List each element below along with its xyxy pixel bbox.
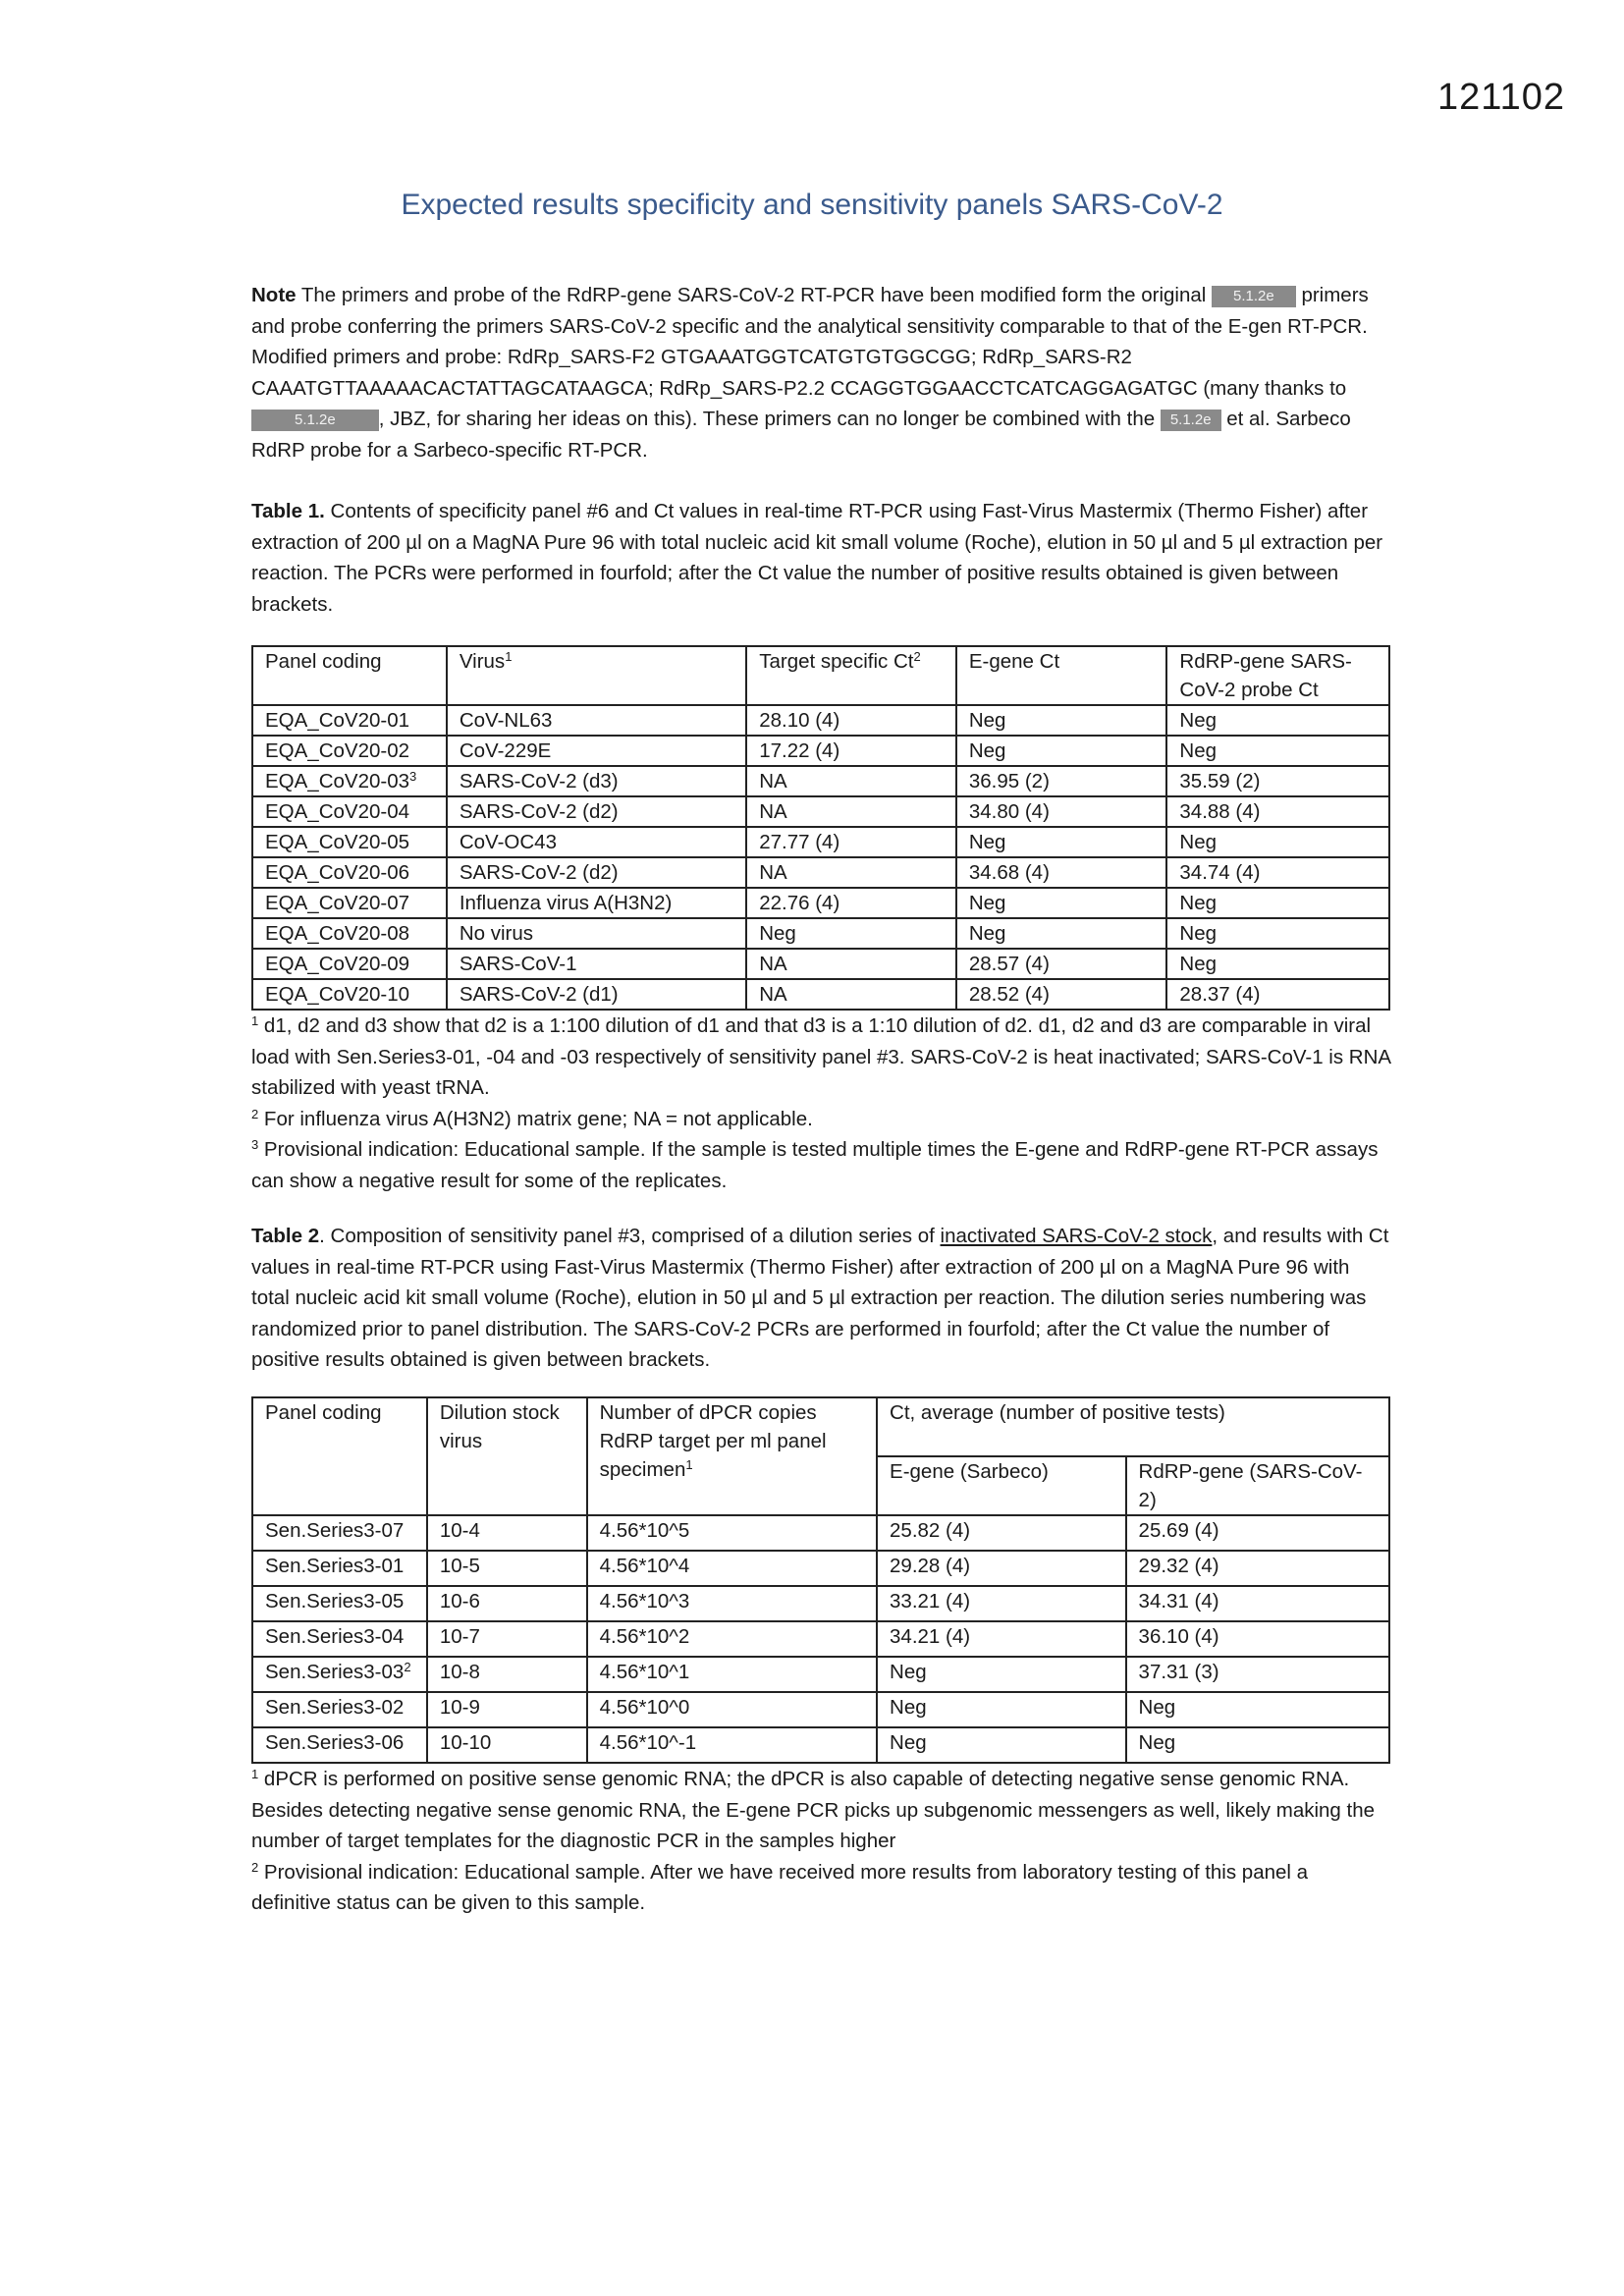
table-cell: 10-8 xyxy=(427,1657,587,1692)
table-cell: Influenza virus A(H3N2) xyxy=(447,888,746,918)
table-cell: NA xyxy=(746,796,956,827)
table-row xyxy=(252,1727,1389,1763)
table2-footnotes xyxy=(251,1764,1390,1919)
table-row xyxy=(252,796,1389,827)
table-cell: EQA_CoV20-04 xyxy=(252,796,447,827)
table-row xyxy=(252,1551,1389,1586)
table-cell: 4.56*10^5 xyxy=(587,1515,877,1551)
sensitivity-table xyxy=(251,1396,1390,1764)
table-cell: 10-5 xyxy=(427,1551,587,1586)
table-row xyxy=(252,857,1389,888)
table-row xyxy=(252,949,1389,979)
table-cell: Neg xyxy=(877,1692,1126,1727)
table-cell: 34.21 (4) xyxy=(877,1621,1126,1657)
table-row xyxy=(252,1657,1389,1692)
table-row xyxy=(252,736,1389,766)
table-row xyxy=(252,1621,1389,1657)
table-cell: EQA_CoV20-02 xyxy=(252,736,447,766)
footnote: $^2$ Provisional indication: Educational sample. After we have received more results from laboratory testing of this panel a definitive status can be given to this sample. xyxy=(251,1859,1309,1914)
table-cell: No virus xyxy=(447,918,746,949)
table-row xyxy=(252,888,1389,918)
table-cell: Sen.Series3-04 xyxy=(252,1621,427,1657)
table-row xyxy=(252,1692,1389,1727)
table-cell: 34.31 (4) xyxy=(1126,1586,1389,1621)
table-cell: Neg xyxy=(877,1657,1126,1692)
note-paragraph xyxy=(251,280,1390,465)
table-row xyxy=(252,827,1389,857)
table-cell: 4.56*10^-1 xyxy=(587,1727,877,1763)
table2-header-cell: Ct, average (number of positive tests) xyxy=(877,1397,1389,1456)
table-row xyxy=(252,979,1389,1010)
specificity-table xyxy=(251,645,1390,1011)
table-row xyxy=(252,918,1389,949)
table-cell: Sen.Series3-06 xyxy=(252,1727,427,1763)
table-cell: 4.56*10^0 xyxy=(587,1692,877,1727)
table-cell: Sen.Series3-02 xyxy=(252,1692,427,1727)
table-cell: 29.32 (4) xyxy=(1126,1551,1389,1586)
table-cell: Sen.Series3-05 xyxy=(252,1586,427,1621)
table1-caption xyxy=(251,496,1390,620)
redaction-box: 5.1.2e xyxy=(1161,410,1221,431)
table1-caption-label: Table 1. xyxy=(251,500,325,522)
table-cell: 33.21 (4) xyxy=(877,1586,1126,1621)
table-cell: Neg xyxy=(956,918,1167,949)
redaction-box: 5.1.2e xyxy=(251,410,379,431)
table-cell: 10-7 xyxy=(427,1621,587,1657)
note-label: Note xyxy=(251,284,297,306)
table2-caption-link: inactivated SARS-CoV-2 stock xyxy=(940,1225,1213,1247)
table-row xyxy=(252,766,1389,796)
table-cell: Neg xyxy=(1166,736,1389,766)
table-cell: Neg xyxy=(956,827,1167,857)
table-cell: Neg xyxy=(1166,827,1389,857)
table-row xyxy=(252,1586,1389,1621)
table2-header-cell: E-gene (Sarbeco) xyxy=(877,1456,1126,1515)
document-title: Expected results specificity and sensitivity panels SARS-CoV-2 xyxy=(401,189,1223,221)
table-cell: 36.10 (4) xyxy=(1126,1621,1389,1657)
table-cell: SARS-CoV-2 (d3) xyxy=(447,766,746,796)
table1-header-cell: Target specific Ct$^2$ xyxy=(746,646,956,705)
table2-caption-label: Table 2 xyxy=(251,1225,320,1247)
table-cell: Neg xyxy=(956,736,1167,766)
table-cell: NA xyxy=(746,766,956,796)
table1-header-row xyxy=(252,646,1389,705)
table-cell: NA xyxy=(746,949,956,979)
table-cell: SARS-CoV-1 xyxy=(447,949,746,979)
table-cell: 4.56*10^2 xyxy=(587,1621,877,1657)
table-cell: Sen.Series3-01 xyxy=(252,1551,427,1586)
table-cell: 25.69 (4) xyxy=(1126,1515,1389,1551)
table-cell: Neg xyxy=(1126,1692,1389,1727)
table-cell: 34.68 (4) xyxy=(956,857,1167,888)
table2-header-cell: Panel coding xyxy=(252,1397,427,1515)
table-cell: SARS-CoV-2 (d2) xyxy=(447,857,746,888)
footnote: $^3$ Provisional indication: Educational sample. If the sample is tested multiple times the E-gene and RdRP-gene RT-PCR assays can show a negative result for some of the replicates. xyxy=(251,1137,1379,1192)
note-text-1: The primers and probe of the RdRP-gene SARS-CoV-2 RT-PCR have been modified form the original xyxy=(296,284,1213,306)
table-cell: 4.56*10^4 xyxy=(587,1551,877,1586)
table-cell: 34.80 (4) xyxy=(956,796,1167,827)
table-cell: 27.77 (4) xyxy=(746,827,956,857)
table-cell: Neg xyxy=(1166,888,1389,918)
table-cell: EQA_CoV20-10 xyxy=(252,979,447,1010)
table1-footnotes xyxy=(251,1011,1390,1196)
table-cell: Neg xyxy=(956,705,1167,736)
table-cell: 28.37 (4) xyxy=(1166,979,1389,1010)
table-cell: 25.82 (4) xyxy=(877,1515,1126,1551)
table-cell: CoV-OC43 xyxy=(447,827,746,857)
table-cell: CoV-229E xyxy=(447,736,746,766)
table2-container xyxy=(251,1396,1390,1919)
note-text-2: primers and probe conferring the primers SARS-CoV-2 specific and the analytical sensitivity comparable to that of the E-gen RT-PCR. Modified primers and probe: RdRp_SARS-F2 GTGAAATGGTCATGTGTGGCGG; RdRp_SARS-R2 CAAATGTTAAAAACACTATTAGCATAAGCA; RdRp_SARS-P2.2 CCAGGTGGAACCTCATCAGGAGATGC (many thanks to xyxy=(251,284,1369,400)
table-cell: EQA_CoV20-09 xyxy=(252,949,447,979)
footnote: $^1$ d1, d2 and d3 show that d2 is a 1:100 dilution of d1 and that d3 is a 1:10 dilution of d2. d1, d2 and d3 are comparable in viral load with Sen.Series3-01, -04 and -03 respectively of sensitivity panel #3. SARS-CoV-2 is heat inactivated; SARS-CoV-1 is RNA stabilized with yeast tRNA. xyxy=(251,1013,1390,1099)
note-text-4: et al. Sarbeco RdRP probe for a Sarbeco-specific RT-PCR. xyxy=(251,408,1351,462)
table-cell: $Sen.Series3-03^2$ xyxy=(252,1657,427,1692)
table-cell: 10-6 xyxy=(427,1586,587,1621)
table-cell: Neg xyxy=(1166,918,1389,949)
table-cell: 10-10 xyxy=(427,1727,587,1763)
table-cell: 35.59 (2) xyxy=(1166,766,1389,796)
page-number: 121102 xyxy=(1437,77,1565,118)
table-cell: 29.28 (4) xyxy=(877,1551,1126,1586)
table-cell: 22.76 (4) xyxy=(746,888,956,918)
table-cell: CoV-NL63 xyxy=(447,705,746,736)
table1-header-cell: Virus$^1$ xyxy=(447,646,746,705)
table2-header-cell: Dilution stock virus xyxy=(427,1397,587,1515)
footnote: $^1$ dPCR is performed on positive sense genomic RNA; the dPCR is also capable of detecting negative sense genomic RNA. Besides detecting negative sense genomic RNA, the E-gene PCR picks up subgenomic messengers as well, likely making the number of target templates for the diagnostic PCR in the samples higher xyxy=(251,1767,1376,1852)
table-cell: EQA_CoV20-07 xyxy=(252,888,447,918)
table1-header-cell: Panel coding xyxy=(252,646,447,705)
table-cell: 37.31 (3) xyxy=(1126,1657,1389,1692)
table-cell: 17.22 (4) xyxy=(746,736,956,766)
table-cell: Sen.Series3-07 xyxy=(252,1515,427,1551)
table2-header-cell: Number of dPCR copies RdRP target per ml panel specimen$^1$ xyxy=(587,1397,877,1515)
redaction-box: 5.1.2e xyxy=(1212,286,1296,307)
table-cell: EQA_CoV20-01 xyxy=(252,705,447,736)
table-cell: Neg xyxy=(877,1727,1126,1763)
note-text-3: , JBZ, for sharing her ideas on this). These primers can no longer be combined with the xyxy=(378,408,1161,430)
table-row xyxy=(252,705,1389,736)
table-cell: 28.10 (4) xyxy=(746,705,956,736)
table-cell: $EQA\_CoV20-03^3$ xyxy=(252,766,447,796)
table-cell: 10-4 xyxy=(427,1515,587,1551)
table2-caption-text-b: , and results with Ct values in real-time RT-PCR using Fast-Virus Mastermix (Thermo Fisher) after extraction of 200 µl on a MagNA Pure 96 with total nucleic acid kit small volume (Roche), elution in 50 µl and 5 µl extraction per reaction. The dilution series numbering was randomized prior to panel distribution. The SARS-CoV-2 PCRs are performed in fourfold; after the Ct value the number of positive results obtained is given between brackets. xyxy=(251,1225,1389,1371)
table-cell: 4.56*10^1 xyxy=(587,1657,877,1692)
table2-header-row xyxy=(252,1397,1389,1456)
table-cell: 4.56*10^3 xyxy=(587,1586,877,1621)
table-cell: 10-9 xyxy=(427,1692,587,1727)
table-cell: EQA_CoV20-08 xyxy=(252,918,447,949)
table-cell: Neg xyxy=(1126,1727,1389,1763)
table-cell: Neg xyxy=(746,918,956,949)
table-cell: 36.95 (2) xyxy=(956,766,1167,796)
table-cell: Neg xyxy=(956,888,1167,918)
table2-caption-text-a: . Composition of sensitivity panel #3, comprised of a dilution series of xyxy=(319,1225,941,1247)
table-cell: SARS-CoV-2 (d1) xyxy=(447,979,746,1010)
table1-header-cell: E-gene Ct xyxy=(956,646,1167,705)
table1-container xyxy=(251,645,1390,1196)
table-cell: Neg xyxy=(1166,705,1389,736)
table2-header-cell: RdRP-gene (SARS-CoV-2) xyxy=(1126,1456,1389,1515)
footnote: $^2$ For influenza virus A(H3N2) matrix gene; NA = not applicable. xyxy=(251,1106,813,1130)
table1-header-cell: RdRP-gene SARS-CoV-2 probe Ct xyxy=(1166,646,1389,705)
note-section xyxy=(251,280,1390,465)
table1-caption-text: Contents of specificity panel #6 and Ct values in real-time RT-PCR using Fast-Virus Mastermix (Thermo Fisher) after extraction of 200 µl on a MagNA Pure 96 with total nucleic acid kit small volume (Roche), elution in 50 µl and 5 µl extraction per reaction. The PCRs were performed in fourfold; after the Ct value the number of positive results obtained is given between brackets. xyxy=(251,500,1383,616)
table-cell: 28.57 (4) xyxy=(956,949,1167,979)
table-cell: 34.88 (4) xyxy=(1166,796,1389,827)
table-cell: 28.52 (4) xyxy=(956,979,1167,1010)
table-cell: NA xyxy=(746,979,956,1010)
table-cell: Neg xyxy=(1166,949,1389,979)
table-row xyxy=(252,1515,1389,1551)
table-cell: 34.74 (4) xyxy=(1166,857,1389,888)
table2-caption xyxy=(251,1221,1390,1376)
table-cell: EQA_CoV20-05 xyxy=(252,827,447,857)
table-cell: SARS-CoV-2 (d2) xyxy=(447,796,746,827)
table-cell: EQA_CoV20-06 xyxy=(252,857,447,888)
table-cell: NA xyxy=(746,857,956,888)
